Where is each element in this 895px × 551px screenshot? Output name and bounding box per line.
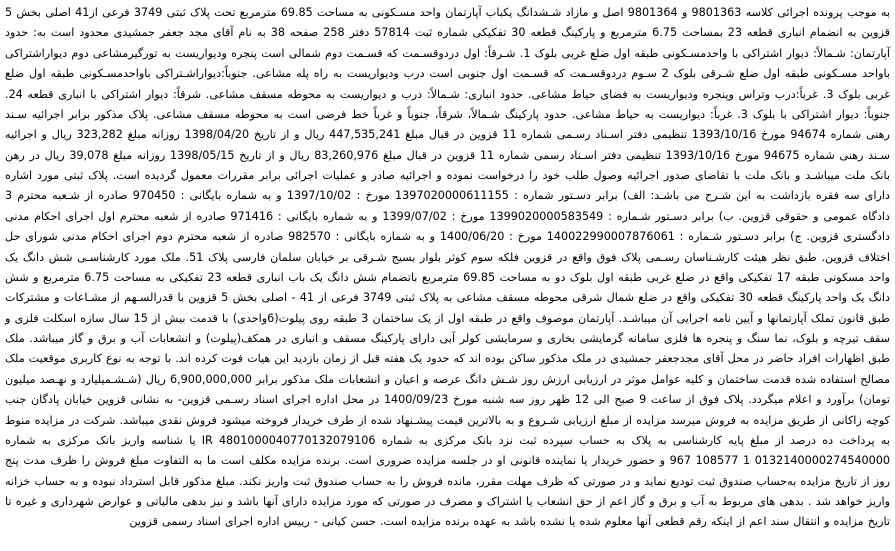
- auction-notice-text: به موجب پرونده اجرائی کلاسه 9801363 و 9801364 اصل و مازاد شـشدانگ یکباب آپارتمان واحد مسـکونی به مساحت 69.85 مترمربع تحت پلاک ثبتی 3749 فرعی از41 اصلی بخش 5 قزوین به انضمام انباری قطعه 23 بمساحت 6.75 مترمربع و پارکینگ قطعه 30 تفکیکی شماره ثبت 57814 دفتر 258 صفحه 38 به نام آقای مجد جعفر جمشیدی محدود است به: حدود آپارتمان: شـمالاً: دیوار اشتراکی با واحدمسـکونی طبقه اول ضلع غربی بلوک 1. شـرقاً: اول دردوقسـمت که قسـمت دوم شمالی است پنجره وديواريست به تورگيرمشاعی دوم دیواراشتراکی باواحد مسـکونی طبقه اول ضلع شـرقی بلوک 2 سـوم دردوقسـمت که قسـمت اول جنوبی است درب وديواريست به راه پله مشاعی. جنوباً:دیواراشـتراکی باواحدمسـکونی طبقه اول ضلع غربی بلوک 3. غرباً:درب وتراس وپنجره وديواريست به فضای حیاط مشاعی. حدود انباری: شـمالاً: درب و دیواریست به محوطه مسقف مشاعی. شرقاً: دیوار اشتراکی با انباری قطعه 24. جنوباً: دیوار اشتراکی با بلوک 3. غرباً: دیواریست به حیاط مشاعی. حدود پارکینگ شـمالاً، شرقاً، جنوباً و غرباً خط فرضی است به محوطه مسقف مشاعی. پلاک مذکور برابر اجرائیه سـند رهنی شماره 94674 مورخ 1393/10/16 تنظیمی دفتر اسـناد رسـمی شماره 11 قزوین در قبال مبلغ 447,535,241 ریال و از تاریخ 1398/04/20 روزانه مبلغ 323,282 ریال و اجرائیه سـند رهنی شماره 94675 مورخ 1393/10/16 تنظیمی دفتر اسـناد رسمی شماره 11 قزوین در قبال مبلغ 83,260,976 ریال و از تاریخ 1398/05/15 روزانه مبلغ 39,078 ریال در رهن بانک ملت میباشـد و بانک ملت با تقاضای صدور اجرائیه وصول طلب خود را درخواست نموده و اجرائیه صادر و عملیات اجرائی برابر مقررات معمول گردیده است. پلاک ثبتی مورد اشاره دارای سه فقره بازداشت به این شـرح می باشـد: الف) برابر دسـتور شماره : 1397020000611155 مورخ : 1397/10/02 و به شماره بایگانی : 970450 صادره از شـعبه محترم 3 دادگاه عمومی و حقوقی قزوین. ب) برابر دسـتور شـماره : 1399020000583549 مورخ : 1399/07/02 و به شماره بایگانی : 971416 صادره از شعبه محترم اول اجرای احکام مدنی دادگستری قزوین. ج) برابر دسـتور شـماره : 140022990007876061 مورخ : 1400/06/20 و به شماره بایگانی : 982570 صادره از شعبه محترم دوم اجرای احکام مدنی شورای حل اختلاف قزوین. طبق نظر هیئت کارشـناسان رسـمی پلاک فوق واقع در قزوین فلکه سوم کوثر بلوار بسیج شـرقی بر خیابان سلمان فارسی پلاک 51. ملک مورد کارشناسـی شش دانگ یک واحد مسکونی طبقه 17 تفکیکی واقع در ضلع غربی طبقه اول بلوک دو به مساحت 69.85 مترمربع باتضمام شش دانگ یک باب انباری قطعه 23 تفکیکی به مساحت 6.75 مترمربع و شش دانگ یک واحد پارکینگ قطعه 30 تفکیکی واقع در ضلع شمال شرقی محوطه مسقف مشاعی به پلاک ثبتی 3749 فرعی از 41 - اصلی بخش 5 قزوین با قدرالسـهم از مشـاعات و مشترکات طبق قانون تملک آپارتمانها و آیین نامه اجرایی آن میباشـد. آپارتمان موصوف واقع در طبقه اول از یک ساختمان 3 طبقه روی پیلوت(6واحدی) با قدمت بیش از 15 سال سازه اسکلت فلزی و سقف تیرچه و بلوک، نما سنگ و پنجره ها فلزی سامانه گرمایشی بخاری و سرمایشی کولر آبی دارای پارکینگ مسقف و انباری در همکف(پیلوت) و انشعابات آب و برق و گاز میباشد. ملک طبق اظهارات افراد حاضر در محل آقای مجدجعفر جمشیدی در ملک مذکور ساکن بوده اند که حدود یک هفته قبل از زمان بازدید این هیات فوت کرده اند. با توجه به نوع کاربری موقعیت ملک مصالح استفاده شده قدمت ساختمان و کلیه عوامل موثر در ارزیابی ارزش روز شـش دانگ عرصه و اعیان و انشعابات ملک مذکور برابر 6,900,000,000 ریال (شـشـمیلیارد و نهـصد میلیون تومان) برآورد و اعلام میگردد. پلاک فوق از ساعت 9 صبح الی 12 ظهر روز سه شنبه مورخ 1400/09/23 در محل اداره اجرای اسناد رسـمی قزوین- به نشانی قزوین خیابان پادگان جنب کوچه زاکانی از طریق مزایده به فروش میرسد مزایده از مبلغ ارزیابی شـروع و به بالاترین قیمت پیشـنهاد شده از طرف خریدار فروخته میشود فروش نقدی میباشد. شرکت در مزایده منوط به پرداخت ده درصد از مبلغ پایه کارشناسی به پلاک به حساب سپرده ثبت نزد بانک مرکزی به شماره 4801000040770132079106 IR یا شناسه واریز بانک مرکزی به شماره 0132140000274540000 1 108577 967 و حضور خریدار یا نماینده قانونی او در جلسه مزایده ضروری است. برنده مزایده مکلف است ما به التفاوت مبلغ فروش را ظرف مدت پنج روز از تاریخ مزایده به‌حساب صندوق ثبت تودیع نماید و در صورتی که ظرف مهلت مقرر، مانده فروش را به حساب صندوق ثبت واریز نکند. مبلغ مذکور قابل استرداد نبوده و به حساب خزانه واریز خواهد شد . بدهی های مربوط به آب و برق و گاز اعم از حق انشعاب یا اشتراک و مصرف در صورتی که مورد مزایده دارای آنها باشد و نیز بدهی مالیاتی و عوارض شهرداری و غیره تا تاریخ مزایده و انتقال سند اعم از اینکه رقم قطعی آنها معلوم شده یا نشده باشد به عهده برنده مزایده است. حسن کیانی - رییس اداره اجرای اسناد رسمی قزوین: [5, 6, 891, 529]
